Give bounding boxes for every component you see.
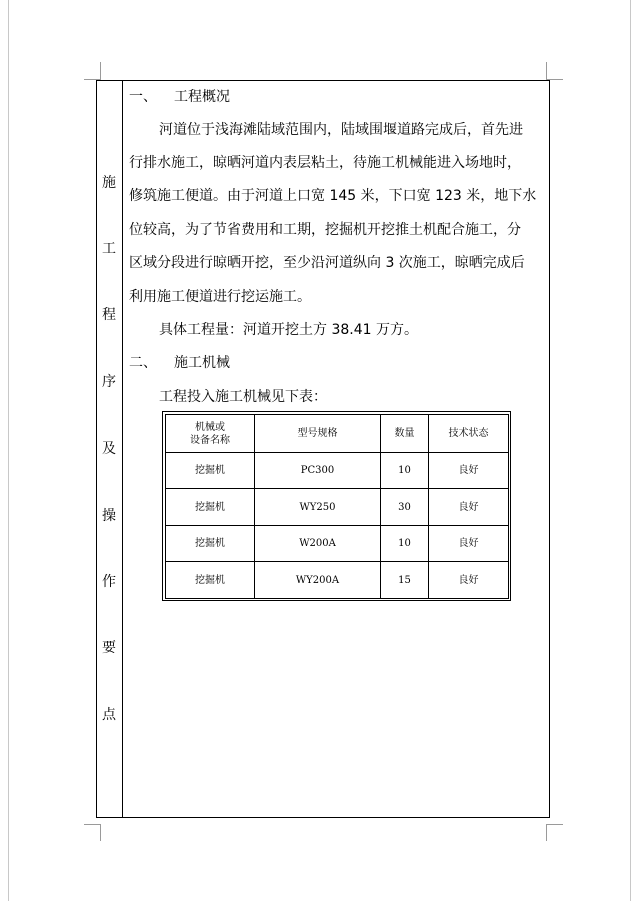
cell-qty: 10 — [381, 453, 429, 489]
cell-status: 良好 — [429, 489, 509, 526]
table-row — [166, 562, 509, 599]
side-heading-char: 施 — [102, 175, 116, 191]
paragraph-line: 区域分段进行晾晒开挖，至少沿河道纵向 3 次施工，晾晒完成后 — [129, 255, 525, 271]
cell-qty: 15 — [381, 562, 429, 599]
header-status: 技术状态 — [429, 415, 509, 453]
header-equipment-name-line2: 设备名称 — [190, 434, 230, 446]
paragraph-line: 行排水施工，晾晒河道内表层粘土，待施工机械能进入场地时， — [129, 155, 521, 171]
cell-status: 良好 — [429, 453, 509, 489]
column-divider — [122, 80, 123, 818]
crop-mark — [84, 824, 101, 825]
crop-mark — [546, 824, 563, 825]
cell-name: 挖掘机 — [166, 453, 255, 489]
cell-name: 挖掘机 — [166, 526, 255, 562]
side-heading-char: 程 — [102, 307, 116, 323]
section-title: 施工机械 — [174, 355, 230, 371]
table-header-row — [166, 415, 509, 453]
cell-status: 良好 — [429, 526, 509, 562]
side-heading-char: 序 — [102, 374, 116, 390]
cell-qty: 10 — [381, 526, 429, 562]
page-edge-right — [630, 0, 631, 901]
cell-name: 挖掘机 — [166, 562, 255, 599]
side-heading-char: 点 — [102, 707, 116, 723]
section-number: 一、 — [129, 89, 157, 105]
crop-mark — [100, 824, 101, 841]
cell-name: 挖掘机 — [166, 489, 255, 526]
machine-table — [165, 414, 509, 599]
cell-model: WY250 — [255, 489, 381, 526]
table-row — [166, 526, 509, 562]
table-row — [166, 489, 509, 526]
cell-status: 良好 — [429, 562, 509, 599]
table-row — [166, 453, 509, 489]
side-heading-char: 要 — [102, 640, 116, 656]
paragraph-line: 修筑施工便道。由于河道上口宽 145 米，下口宽 123 米，地下水 — [129, 188, 537, 204]
header-equipment-name — [166, 415, 255, 453]
header-model: 型号规格 — [255, 415, 381, 453]
cell-model: WY200A — [255, 562, 381, 599]
side-heading-char: 工 — [102, 241, 116, 257]
crop-mark — [546, 824, 547, 841]
side-heading-char: 操 — [102, 508, 116, 524]
side-heading-char: 及 — [102, 441, 116, 457]
cell-model: W200A — [255, 526, 381, 562]
table-intro: 工程投入施工机械见下表： — [159, 389, 327, 405]
side-heading-char: 作 — [102, 574, 116, 590]
cell-qty: 30 — [381, 489, 429, 526]
page-edge-left — [8, 0, 9, 901]
header-equipment-name-line1: 机械或 — [195, 421, 225, 433]
paragraph-line: 河道位于浅海滩陆域范围内，陆域围堰道路完成后，首先进 — [159, 122, 523, 138]
paragraph-line: 利用施工便道进行挖运施工。 — [129, 289, 311, 305]
crop-mark — [546, 62, 547, 79]
header-quantity: 数量 — [381, 415, 429, 453]
section-title: 工程概况 — [174, 89, 230, 105]
crop-mark — [100, 62, 101, 79]
quantity-line: 具体工程量：河道开挖土方 38.41 万方。 — [159, 322, 418, 338]
cell-model: PC300 — [255, 453, 381, 489]
paragraph-line: 位较高，为了节省费用和工期，挖掘机开挖推土机配合施工，分 — [129, 222, 521, 238]
section-number: 二、 — [129, 355, 157, 371]
